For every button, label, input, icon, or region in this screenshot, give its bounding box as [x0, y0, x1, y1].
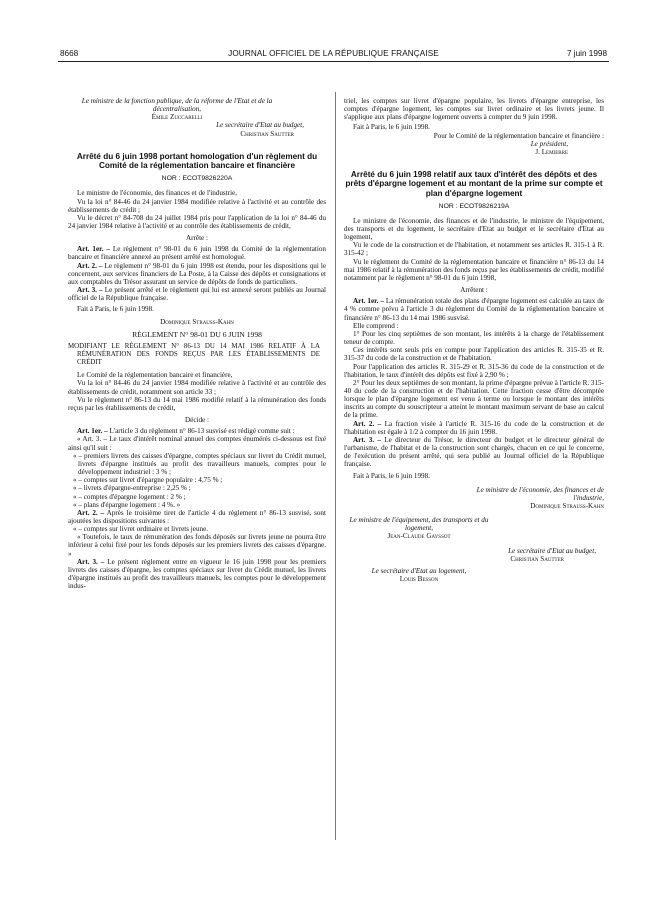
issue-date: 7 juin 1998: [566, 49, 607, 58]
article: [68, 262, 326, 286]
decide-heading: Décide :: [185, 416, 209, 425]
article-label: Art. 3. –: [77, 557, 105, 566]
article: [68, 509, 326, 525]
regulation-title: RÈGLEMENT N° 98-01 DU 6 JUIN 1998: [132, 329, 262, 339]
arrete-heading: Arrête :: [185, 234, 208, 243]
article-text: Le règlement n° 98-01 du 6 juin 1998 du Comité de la réglementation bancaire et financière annexé au présent arrêté est homologué.: [68, 245, 326, 262]
signature-name: Dominique Strauss-Kahn: [160, 317, 234, 326]
list-item: « – premiers livrets des caisses d'épargne, comptes spéciaux sur livret du Crédit mutuel, livrets d'épargne institués au profit des travailleurs manuels, comptes pour le développement industriel : 3 % ;: [73, 451, 326, 477]
signature-role: Le ministre de l'équipement, des transports et du logement,: [349, 516, 489, 533]
decree-title: Arrêté du 6 juin 1998 portant homologation d'un règlement du Comité de la réglementation bancaire et financière: [76, 151, 318, 170]
fait-a-paris: Fait à Paris, le 6 juin 1998.: [353, 471, 430, 480]
fait-a-paris: Fait à Paris, le 6 juin 1998.: [353, 123, 430, 132]
paragraph: 2° Pour les deux septièmes de son montant, la prime d'épargne prévue à l'article R. 315-40 du code de la construction et de l'habitation. Cette fraction cesse d'être décomptée lorsque le plan d'épargne logement est venu à terme ou lorsque le montant des intérêts inscrits au compte du souscripteur a atteint le montant maximum servant de base au calcul de la prime.: [344, 378, 604, 420]
article: [344, 436, 604, 469]
list-item: « – comptes sur livret ordinaire et livrets jeune.: [73, 525, 209, 534]
article-text: Le directeur du Trésor, le directeur du budget et le directeur général de l'urbanisme, de l'habitat et de la construction sont chargés, chacun en ce qui le concerne, de l'exécution du présent arrêté, qui sera publié au Journal officiel de la République française.: [344, 435, 604, 469]
article-text: La fraction visée à l'article R. 315-16 du code de la construction et de l'habitation est égale à 1/2 à compter du 16 juin 1998.: [344, 419, 604, 436]
signature-role: Le ministre de la fonction publique, de la réforme de l'Etat et de la décentralisation,: [81, 97, 273, 114]
paragraph: Vu le règlement du Comité de la réglementation bancaire et financière n° 86-13 du 14 mai 1986 relatif à la rémunération des fonds reçus par les établissements de crédit, modifié notamment par le règlement n° 98-01 du 6 juin 1998,: [344, 257, 604, 282]
paragraph: Vu le décret n° 84-708 du 24 juillet 1984 pris pour l'application de la loi n° 84-46 du 24 janvier 1984 relative à l'activité et au contrôle des établissements de crédit,: [68, 213, 326, 230]
paragraph: Ces intérêts sont seuls pris en compte pour l'application des articles R. 315-35 et R. 315-37 du code de la construction et de l'habitation.: [344, 346, 604, 363]
list-item: « – comptes sur livret d'épargne populaire : 4,75 % ;: [73, 476, 223, 485]
paragraph: 1° Pour les cinq septièmes de son montant, les intérêts à la charge de l'établissement teneur de compte.: [344, 329, 604, 347]
paragraph: Vu la loi n° 84-46 du 24 janvier 1984 modifiée relative à l'activité et au contrôle des établissements de crédit, notamment son article 33 ;: [68, 379, 326, 396]
signature-role: Le président,: [530, 139, 568, 148]
paragraph: « Toutefois, le taux de rémunération des fonds déposés sur livrets jeune ne pourra être inférieur à celui fixé pour les fonds déposés sur les premiers livrets des caisses d'épargne. »: [68, 533, 326, 558]
article-text: Après le troisième tiret de l'article 4 du règlement n° 86-13 susvisé, sont ajoutées les dispositions suivantes :: [68, 508, 326, 525]
article: [68, 245, 326, 261]
column-divider: [335, 92, 336, 840]
signature-name: Christian Sautter: [240, 129, 294, 138]
article: [344, 297, 604, 321]
article-label: Art. 3. –: [77, 286, 103, 295]
list-item: « – comptes d'épargne logement : 2 % ;: [73, 492, 186, 501]
nor-reference: NOR : ECOT9826219A: [438, 202, 510, 210]
paragraph: Vu le règlement n° 86-13 du 14 mai 1986 modifié relatif à la rémunération des fonds reçus par les établissements de crédit,: [68, 395, 326, 412]
signature-name: Christian Sautter: [510, 554, 564, 563]
paragraph: triel, les comptes sur livret d'épargne populaire, les livrets d'épargne entreprise, les comptes d'épargne logement, les comptes sur livret ordinaire et les livrets jeune. Il s'applique aux plans d'épargne logement ouverts à compter du 9 juin 1998.: [344, 97, 604, 122]
article: [68, 427, 326, 435]
signature-role: Le ministre de l'économie, des finances et de l'industrie,: [476, 485, 604, 502]
signature-role: Le secrétaire d'Etat au budget,: [508, 546, 596, 555]
journal-title: JOURNAL OFFICIEL DE LA RÉPUBLIQUE FRANÇAISE: [228, 49, 439, 58]
signature-role: Pour le Comité de la réglementation bancaire et financière :: [433, 131, 604, 140]
article-label: Art. 2. –: [77, 261, 103, 270]
right-column: [344, 97, 604, 583]
article-text: Le présent règlement entre en vigueur le 16 juin 1998 pour les premiers livrets des caisses d'épargne, les comptes spéciaux sur livret du Crédit mutuel, les livrets d'épargne institués au profit des travailleurs manuels, les comptes pour le développement indus-: [68, 557, 326, 591]
signature-name: Dominique Strauss-Kahn: [530, 502, 604, 511]
article: [344, 420, 604, 436]
signature-role: Le secrétaire d'Etat au budget,: [216, 121, 304, 130]
article-text: Le règlement n° 98-01 du 6 juin 1998 est étendu, pour les dispositions qui le concernent, aux services financiers de La Poste, à la Caisse des dépôts et consignations et aux comptables du Trésor assurant un service de dépôts de fonds de particuliers.: [68, 261, 326, 286]
quoted-article: « Art. 3. – Le taux d'intérêt nominal annuel des comptes énumérés ci-dessous est fixé ainsi qu'il suit :: [68, 435, 326, 452]
paragraph: Vu le code de la construction et de l'habitation, et notamment ses articles R. 315-1 à R. 315-42 ;: [344, 241, 604, 258]
article-label: Art. 1er. –: [77, 245, 110, 254]
article-text: Le présent arrêté et le règlement qui lui est annexé seront publiés au Journal officiel de la République française.: [68, 286, 326, 303]
paragraph: Le ministre de l'économie, des finances et de l'industrie,: [77, 189, 238, 198]
decree-title: Arrêté du 6 juin 1998 relatif aux taux d'intérêt des dépôts et des prêts d'épargne logement et au montant de la prime sur compte et plan d'épargne logement: [345, 170, 603, 198]
article-text: L'article 3 du règlement n° 86-13 susvisé est rédigé comme suit :: [109, 427, 295, 436]
paragraph: Vu la loi n° 84-46 du 24 janvier 1984 modifiée relative à l'activité et au contrôle des établissements de crédit ;: [68, 197, 326, 214]
list-item: « – plans d'épargne logement : 4 %. »: [73, 500, 181, 509]
regulation-subtitle: MODIFIANT LE RÈGLEMENT N° 86-13 DU 14 MAI 1986 RELATIF À LA RÉMUNÉRATION DES FONDS REÇUS PAR LES ÉTABLISSEMENTS DE CRÉDIT: [68, 342, 320, 367]
fait-a-paris: Fait à Paris, le 6 juin 1998.: [77, 305, 154, 314]
paragraph: Le ministre de l'économie, des finances et de l'industrie, le ministre de l'équipement, des transports et du logement, le secrétaire d'Etat au budget et le secrétaire d'Etat au logement,: [344, 216, 604, 242]
signature-name: Louis Besson: [399, 575, 439, 584]
signature-name: Émile Zuccarelli: [151, 113, 203, 122]
paragraph: Elle comprend :: [353, 321, 399, 330]
signature-name: J. Lemierre: [535, 147, 568, 156]
arretent-heading: Arrêtent :: [460, 286, 488, 295]
article-label: Art. 3. –: [353, 435, 381, 444]
paragraph: Le Comité de la réglementation bancaire et financière,: [77, 371, 233, 380]
signature-role: Le secrétaire d'Etat au logement,: [371, 566, 467, 575]
article-label: Art. 2. –: [77, 508, 105, 517]
article: [68, 286, 326, 302]
article-label: Art. 1er. –: [77, 427, 108, 436]
signature-name: Jean-Claude Gayssot: [387, 532, 451, 541]
paragraph: Pour l'application des articles R. 315-29 et R. 315-36 du code de la construction et de l'habitation, le taux d'intérêt des dépôts est fixé à 2,90 % ;: [344, 362, 604, 379]
article-text: La rémunération totale des plans d'épargne logement est calculée au taux de 4 % comme prévu à l'article 3 du règlement du Comité de la réglementation bancaire et financière n° 86-13 du 14 mai 1986 susvisé.: [344, 297, 604, 322]
left-column: [68, 97, 326, 590]
article: [68, 558, 326, 591]
article-label: Art. 1er. –: [353, 297, 384, 306]
article-label: Art. 2. –: [353, 419, 382, 428]
list-item: « – livrets d'épargne-entreprise : 2,25 % ;: [73, 484, 191, 493]
nor-reference: NOR : ECOT9826220A: [161, 175, 233, 183]
header-rule: [58, 61, 609, 62]
page-number: 8668: [60, 49, 79, 58]
